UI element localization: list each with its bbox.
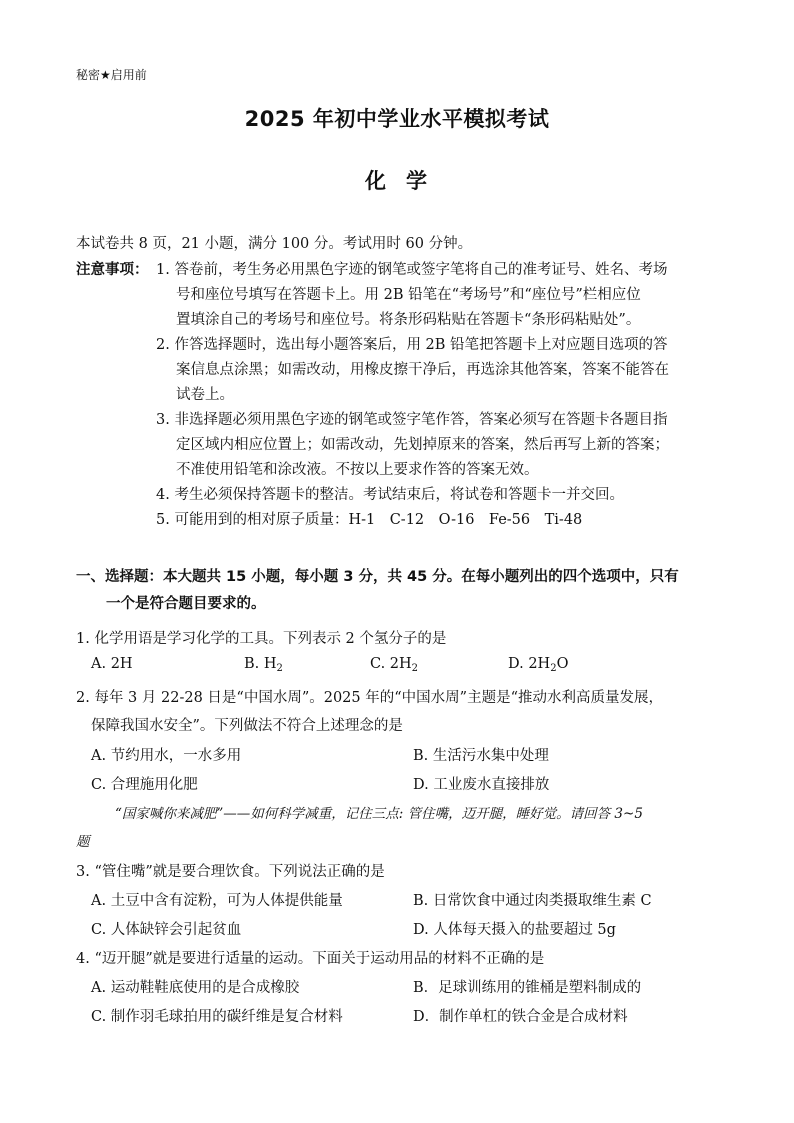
note-2-line-1: 2. 作答选择题时，选出每小题答案后，用 2B 铅笔把答题卡上对应题目选项的答 <box>156 337 668 353</box>
q1-stem: 1. 化学用语是学习化学的工具。下列表示 2 个氢分子的是 <box>76 631 447 647</box>
subject-title: 化学 <box>365 169 447 193</box>
section-1-heading-line-2: 一个是符合题目要求的。 <box>106 596 266 612</box>
passage-line-2: 题 <box>76 834 90 850</box>
q4-option-c: C. 制作羽毛球拍用的碳纤维是复合材料 <box>91 1009 343 1025</box>
note-2-line-3: 试卷上。 <box>176 387 234 403</box>
q2-option-a: A. 节约用水，一水多用 <box>91 748 242 764</box>
q3-option-b: B. 日常饮食中通过肉类摄取维生素 C <box>413 893 652 909</box>
note-1-line-2: 号和座位号填写在答题卡上。用 2B 铅笔在“考场号”和“座位号”栏相应位 <box>176 287 641 303</box>
q3-option-c: C. 人体缺锌会引起贫血 <box>91 922 242 938</box>
q2-stem-line-1: 2. 每年 3 月 22-28 日是“中国水周”。2025 年的“中国水周”主题是“推动水利高质量发展， <box>76 690 663 706</box>
section-1-heading-line-1: 一、选择题：本大题共 15 小题，每小题 3 分，共 45 分。在每小题列出的四个选项中，只有 <box>76 569 679 585</box>
notes-label: 注意事项： <box>76 262 149 278</box>
q4-stem: 4. “迈开腿”就是要进行适量的运动。下面关于运动用品的材料不正确的是 <box>76 951 545 967</box>
exam-title: 2025 年初中学业水平模拟考试 <box>244 107 550 131</box>
passage-line-1: “国家喊你来减肥”——如何科学减重，记住三点: 管住嘴，迈开腿，睡好觉。请回答 3~5 <box>115 806 643 822</box>
note-2-line-2: 案信息点涂黑；如需改动，用橡皮擦干净后，再选涂其他答案，答案不能答在 <box>176 362 669 378</box>
note-4: 4. 考生必须保持答题卡的整洁。考试结束后，将试卷和答题卡一并交回。 <box>156 487 624 503</box>
intro-text: 本试卷共 8 页，21 小题，满分 100 分。考试用时 60 分钟。 <box>76 236 473 252</box>
note-3-line-1: 3. 非选择题必须用黑色字迹的钢笔或签字笔作答，答案必须写在答题卡各题目指 <box>156 412 668 428</box>
note-1-line-1: 1. 答卷前，考生务必用黑色字迹的钢笔或签字笔将自己的准考证号、姓名、考场 <box>156 262 668 278</box>
q3-option-d: D. 人体每天摄入的盐要超过 5g <box>413 922 616 938</box>
q1-option-b: B. $H_2$ <box>244 656 283 674</box>
q3-stem: 3. “管住嘴”就是要合理饮食。下列说法正确的是 <box>76 864 385 880</box>
note-3-line-3: 不准使用铅笔和涂改液。不按以上要求作答的答案无效。 <box>176 462 539 478</box>
q3-option-a: A. 土豆中含有淀粉，可为人体提供能量 <box>91 893 343 909</box>
q4-option-d: D．制作单杠的铁合金是合成材料 <box>413 1009 628 1025</box>
q4-option-a: A. 运动鞋鞋底使用的是合成橡胶 <box>91 980 300 996</box>
note-1-line-3: 置填涂自己的考场号和座位号。将条形码粘贴在答题卡“条形码粘贴处”。 <box>176 312 641 328</box>
note-5: 5. 可能用到的相对原子质量：H-1 C-12 O-16 Fe-56 Ti-48 <box>156 512 583 528</box>
q2-option-d: D. 工业废水直接排放 <box>413 777 550 793</box>
q1-option-c: C. $2H_2$ <box>370 656 419 674</box>
q2-option-b: B. 生活污水集中处理 <box>413 748 549 764</box>
note-3-line-2: 定区域内相应位置上；如需改动，先划掉原来的答案，然后再写上新的答案； <box>176 437 669 453</box>
q4-option-b: B．足球训练用的锥桶是塑料制成的 <box>413 980 642 996</box>
q2-stem-line-2: 保障我国水安全”。下列做法不符合上述理念的是 <box>91 718 403 734</box>
q2-option-c: C. 合理施用化肥 <box>91 777 198 793</box>
q1-option-d: D. $2H_2O$ <box>508 656 569 674</box>
secret-label: 秘密★启用前 <box>76 68 147 82</box>
q1-option-a: A. 2H <box>91 656 133 672</box>
